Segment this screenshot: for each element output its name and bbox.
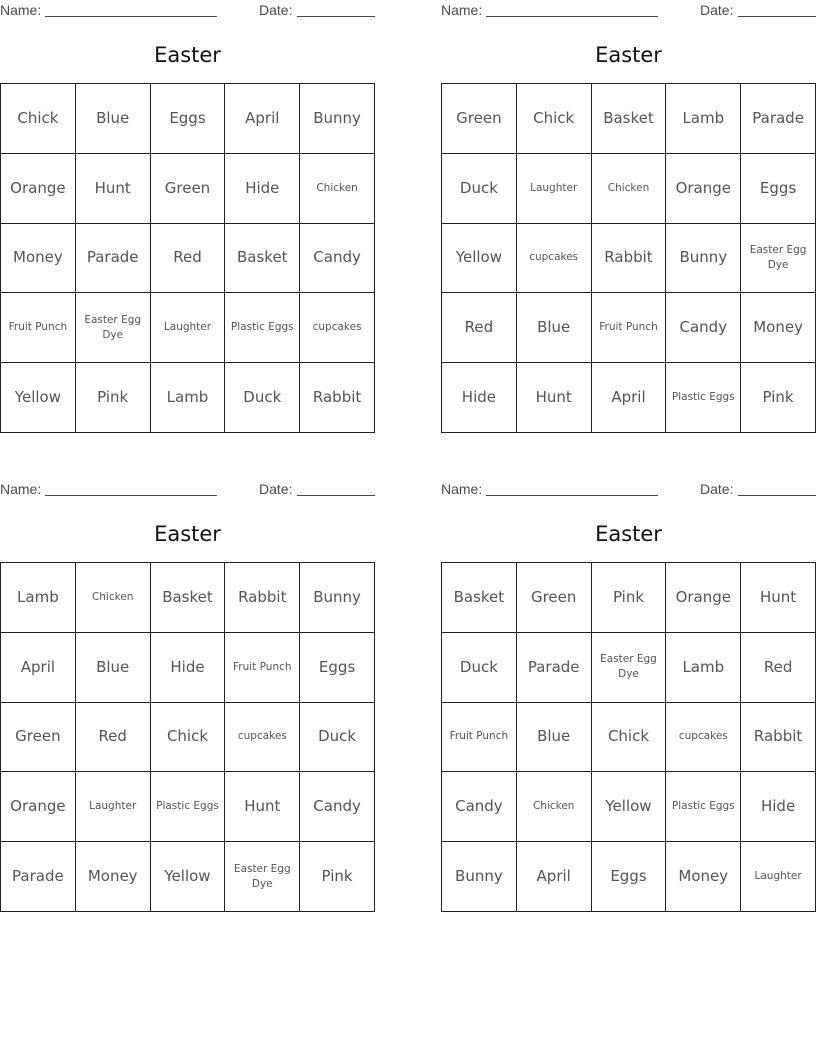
bingo-cell: Blue: [76, 84, 151, 154]
card-title: Easter: [595, 43, 662, 67]
name-label: Name:: [0, 481, 42, 497]
bingo-cell: Orange: [666, 154, 741, 224]
bingo-cell: cupcakes: [300, 293, 375, 363]
bingo-cell: Orange: [1, 154, 76, 224]
date-label: Date:: [700, 2, 734, 18]
bingo-cell: Chick: [517, 84, 592, 154]
bingo-card: [441, 0, 816, 430]
bingo-cell: Laughter: [517, 154, 592, 224]
bingo-cell: Fruit Punch: [592, 293, 667, 363]
bingo-cell: April: [592, 363, 667, 433]
bingo-cell: Hunt: [517, 363, 592, 433]
bingo-cell: Pink: [741, 363, 816, 433]
bingo-cell: Lamb: [666, 84, 741, 154]
name-blank-line: [45, 495, 217, 496]
bingo-card: [0, 479, 375, 909]
bingo-cell: Basket: [592, 84, 667, 154]
date-label: Date:: [259, 2, 293, 18]
bingo-cell: Chicken: [76, 563, 151, 633]
bingo-cell: Yellow: [592, 772, 667, 842]
bingo-cell: April: [517, 842, 592, 912]
bingo-cell: Fruit Punch: [1, 293, 76, 363]
bingo-cell: Chick: [1, 84, 76, 154]
bingo-cell: Pink: [76, 363, 151, 433]
bingo-cell: Plastic Eggs: [666, 772, 741, 842]
bingo-cell: Plastic Eggs: [151, 772, 226, 842]
bingo-cell: Hunt: [225, 772, 300, 842]
bingo-cell: Money: [666, 842, 741, 912]
bingo-cell: Duck: [442, 633, 517, 703]
bingo-cell: Easter Egg Dye: [741, 224, 816, 294]
name-blank-line: [486, 495, 658, 496]
name-date-line: [0, 481, 375, 499]
bingo-cell: Rabbit: [300, 363, 375, 433]
name-blank-line: [45, 16, 217, 17]
bingo-cell: Green: [517, 563, 592, 633]
bingo-cell: Candy: [442, 772, 517, 842]
bingo-cell: Red: [442, 293, 517, 363]
bingo-cell: Yellow: [151, 842, 226, 912]
bingo-cell: Candy: [666, 293, 741, 363]
bingo-cell: Laughter: [741, 842, 816, 912]
bingo-cell: Lamb: [151, 363, 226, 433]
bingo-grid: [441, 83, 816, 433]
bingo-cell: Bunny: [442, 842, 517, 912]
bingo-cell: Easter Egg Dye: [76, 293, 151, 363]
name-label: Name:: [0, 2, 42, 18]
bingo-cell: Money: [1, 224, 76, 294]
name-date-line: [441, 481, 816, 499]
bingo-cell: Green: [442, 84, 517, 154]
bingo-cell: Chick: [151, 703, 226, 773]
card-title: Easter: [154, 522, 221, 546]
bingo-cell: Duck: [300, 703, 375, 773]
bingo-cell: Yellow: [442, 224, 517, 294]
bingo-cell: Lamb: [666, 633, 741, 703]
bingo-cell: Bunny: [300, 563, 375, 633]
bingo-cell: Parade: [517, 633, 592, 703]
bingo-cell: Red: [151, 224, 226, 294]
bingo-cell: Duck: [225, 363, 300, 433]
bingo-cell: Rabbit: [225, 563, 300, 633]
date-blank-line: [738, 16, 816, 17]
bingo-card: [441, 479, 816, 909]
bingo-cell: Hide: [225, 154, 300, 224]
bingo-grid: [441, 562, 816, 912]
bingo-cell: Eggs: [592, 842, 667, 912]
bingo-cell: cupcakes: [666, 703, 741, 773]
bingo-cell: Plastic Eggs: [225, 293, 300, 363]
bingo-cell: Chick: [592, 703, 667, 773]
bingo-cell: Bunny: [300, 84, 375, 154]
bingo-cell: Chicken: [592, 154, 667, 224]
bingo-cell: Orange: [1, 772, 76, 842]
bingo-cell: cupcakes: [517, 224, 592, 294]
bingo-cell: Parade: [741, 84, 816, 154]
name-blank-line: [486, 16, 658, 17]
date-label: Date:: [259, 481, 293, 497]
bingo-cell: Basket: [442, 563, 517, 633]
card-title: Easter: [595, 522, 662, 546]
bingo-cell: Red: [76, 703, 151, 773]
bingo-grid: [0, 562, 375, 912]
bingo-cell: Parade: [1, 842, 76, 912]
date-blank-line: [738, 495, 816, 496]
card-title: Easter: [154, 43, 221, 67]
bingo-cell: Chicken: [300, 154, 375, 224]
name-date-line: [0, 2, 375, 20]
bingo-cell: April: [225, 84, 300, 154]
bingo-cell: Eggs: [151, 84, 226, 154]
bingo-cell: Yellow: [1, 363, 76, 433]
bingo-cell: Easter Egg Dye: [592, 633, 667, 703]
bingo-cell: Hunt: [76, 154, 151, 224]
bingo-cell: Basket: [225, 224, 300, 294]
bingo-cell: Rabbit: [741, 703, 816, 773]
bingo-cell: Hunt: [741, 563, 816, 633]
bingo-cell: Lamb: [1, 563, 76, 633]
bingo-cell: Orange: [666, 563, 741, 633]
bingo-grid: [0, 83, 375, 433]
bingo-cell: Bunny: [666, 224, 741, 294]
bingo-cell: Laughter: [76, 772, 151, 842]
name-label: Name:: [441, 2, 483, 18]
bingo-cell: Green: [1, 703, 76, 773]
bingo-cell: Pink: [300, 842, 375, 912]
bingo-card: [0, 0, 375, 430]
date-label: Date:: [700, 481, 734, 497]
bingo-cell: Basket: [151, 563, 226, 633]
bingo-cell: Candy: [300, 772, 375, 842]
bingo-cell: Blue: [517, 703, 592, 773]
bingo-cell: April: [1, 633, 76, 703]
name-label: Name:: [441, 481, 483, 497]
bingo-cell: Duck: [442, 154, 517, 224]
bingo-cell: Eggs: [300, 633, 375, 703]
bingo-cell: Plastic Eggs: [666, 363, 741, 433]
bingo-cell: Pink: [592, 563, 667, 633]
bingo-cell: Money: [76, 842, 151, 912]
bingo-cell: Fruit Punch: [442, 703, 517, 773]
bingo-cell: Blue: [76, 633, 151, 703]
bingo-cell: Candy: [300, 224, 375, 294]
bingo-cell: Parade: [76, 224, 151, 294]
bingo-cell: Eggs: [741, 154, 816, 224]
date-blank-line: [297, 495, 375, 496]
bingo-cell: Money: [741, 293, 816, 363]
bingo-cell: Easter Egg Dye: [225, 842, 300, 912]
bingo-cell: Hide: [442, 363, 517, 433]
bingo-cell: Rabbit: [592, 224, 667, 294]
bingo-cell: Green: [151, 154, 226, 224]
bingo-cell: Red: [741, 633, 816, 703]
date-blank-line: [297, 16, 375, 17]
bingo-cell: cupcakes: [225, 703, 300, 773]
bingo-cell: Fruit Punch: [225, 633, 300, 703]
bingo-cell: Blue: [517, 293, 592, 363]
bingo-cell: Hide: [151, 633, 226, 703]
bingo-cell: Laughter: [151, 293, 226, 363]
bingo-cell: Hide: [741, 772, 816, 842]
bingo-cell: Chicken: [517, 772, 592, 842]
name-date-line: [441, 2, 816, 20]
